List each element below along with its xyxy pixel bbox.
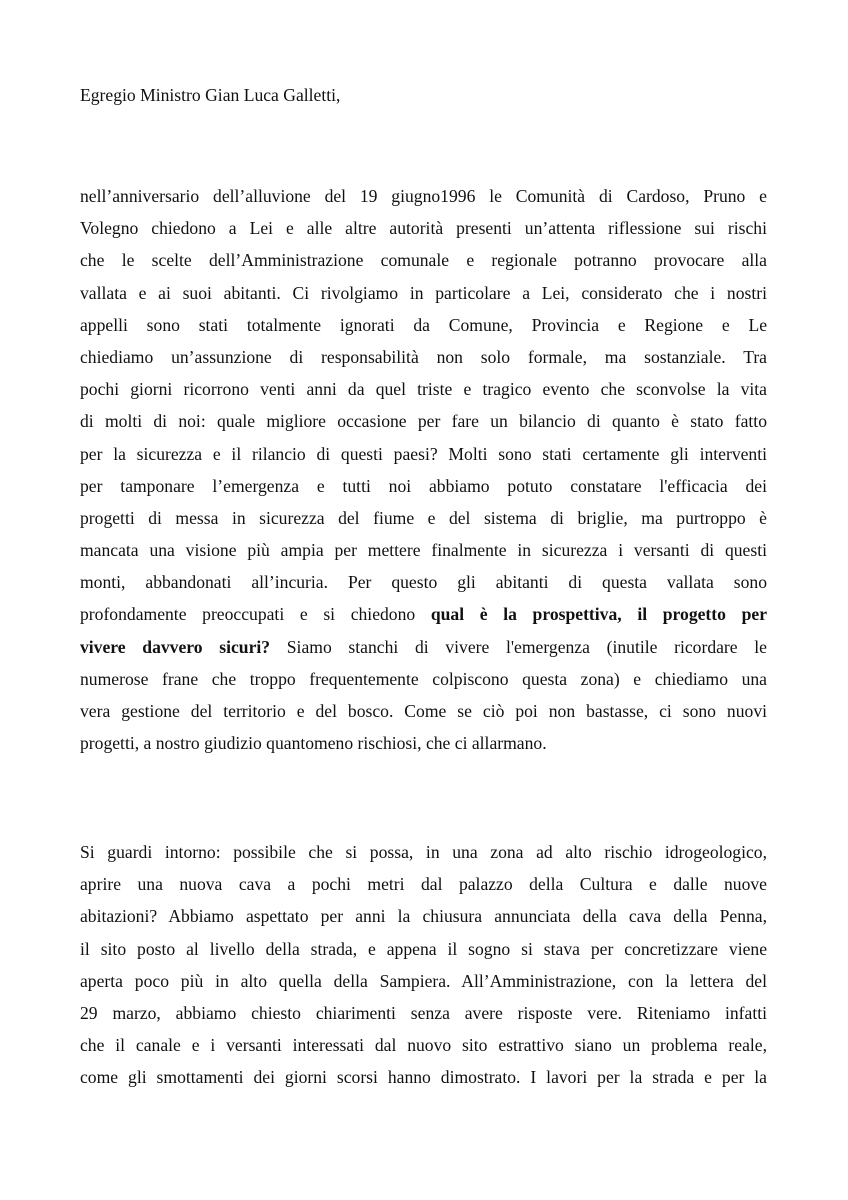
text-run: progetti di messa in sicurezza del fiume e del sistema di briglie, ma purtroppo è [80, 507, 767, 528]
text-line [80, 566, 767, 598]
text-line [80, 1061, 767, 1093]
text-run: chiediamo un’assunzione di responsabilità non solo formale, ma sostanziale. Tra [80, 346, 767, 367]
text-run: nell’anniversario dell’alluvione del 19 giugno1996 le Comunità di Cardoso, Pruno e [80, 186, 767, 206]
text-line [80, 727, 767, 759]
text-run: pochi giorni ricorrono venti anni da quel triste e tragico evento che sconvolse la vita [80, 379, 767, 400]
text-line [80, 900, 767, 932]
text-run: vera gestione del territorio e del bosco. Come se ciò poi non bastasse, ci sono nuovi [80, 701, 767, 721]
text-run: aperta poco più in alto quella della Sampiera. All’Amministrazione, con la lettera del [80, 970, 767, 991]
text-run: come gli smottamenti dei giorni scorsi hanno dimostrato. I lavori per la strada e per la [80, 1067, 767, 1088]
text-line [80, 470, 767, 502]
text-line [80, 180, 767, 212]
text-run: il sito posto al livello della strada, e appena il sogno si stava per concretizzare viene [80, 938, 767, 959]
text-line [80, 502, 767, 534]
text-run: aprire una nuova cava a pochi metri dal palazzo della Cultura e dalle nuove [80, 874, 767, 895]
text-line [80, 631, 767, 663]
text-run: Siamo stanchi di vivere l'emergenza (inutile ricordare le [270, 636, 767, 657]
text-line [80, 373, 767, 405]
text-line [80, 663, 767, 695]
text-run: per la sicurezza e il rilancio di questi paesi? Molti sono stati certamente gli interventi [80, 443, 767, 464]
text-run: appelli sono stati totalmente ignorati da Comune, Provincia e Regione e Le [80, 314, 767, 335]
text-line [80, 695, 767, 727]
text-run: Volegno chiedono a Lei e alle altre autorità presenti un’attenta riflessione sui rischi [80, 218, 767, 239]
text-line [80, 341, 767, 373]
text-run: 29 marzo, abbiamo chiesto chiarimenti senza avere risposte vere. Riteniamo infatti [80, 1002, 767, 1023]
text-run: numerose frane che troppo frequentemente colpiscono questa zona) e chiediamo una [80, 668, 767, 689]
text-line [80, 836, 767, 868]
text-line [80, 933, 767, 965]
text-line [80, 244, 767, 276]
paragraph-2 [80, 836, 767, 1094]
text-line [80, 997, 767, 1029]
text-run: abitazioni? Abbiamo aspettato per anni la chiusura annunciata della cava della Penna, [80, 906, 767, 927]
text-run: profondamente preoccupati e si chiedono [80, 604, 431, 625]
paragraph-1 [80, 180, 767, 759]
text-run: che le scelte dell’Amministrazione comunale e regionale potranno provocare alla [80, 250, 767, 271]
text-line [80, 405, 767, 437]
text-run: che il canale e i versanti interessati dal nuovo sito estrattivo siano un problema reale, [80, 1035, 767, 1056]
text-run: monti, abbandonati all’incuria. Per questo gli abitanti di questa vallata sono [80, 572, 767, 593]
text-line [80, 277, 767, 309]
text-line [80, 534, 767, 566]
text-run: di molti di noi: quale migliore occasione per fare un bilancio di quanto è stato fatto [80, 411, 767, 432]
text-line [80, 309, 767, 341]
text-run: vallata e ai suoi abitanti. Ci rivolgiamo in particolare a Lei, considerato che i nostri [80, 282, 767, 303]
text-line [80, 965, 767, 997]
text-run: per tamponare l’emergenza e tutti noi abbiamo potuto constatare l'efficacia dei [80, 475, 767, 496]
bold-text: qual è la prospettiva, il progetto per [430, 604, 767, 625]
text-line [80, 598, 767, 630]
text-line [80, 1029, 767, 1061]
text-run: Si guardi intorno: possibile che si possa, in una zona ad alto rischio idrogeologico, [80, 842, 767, 862]
text-line [80, 868, 767, 900]
text-line [80, 438, 767, 470]
letter-greeting: Egregio Ministro Gian Luca Galletti, [80, 85, 341, 105]
bold-text: vivere davvero sicuri? [80, 636, 271, 657]
text-run: progetti, a nostro giudizio quantomeno rischiosi, che ci allarmano. [80, 733, 547, 754]
text-line [80, 212, 767, 244]
text-run: mancata una visione più ampia per mettere finalmente in sicurezza i versanti di questi [80, 540, 767, 561]
